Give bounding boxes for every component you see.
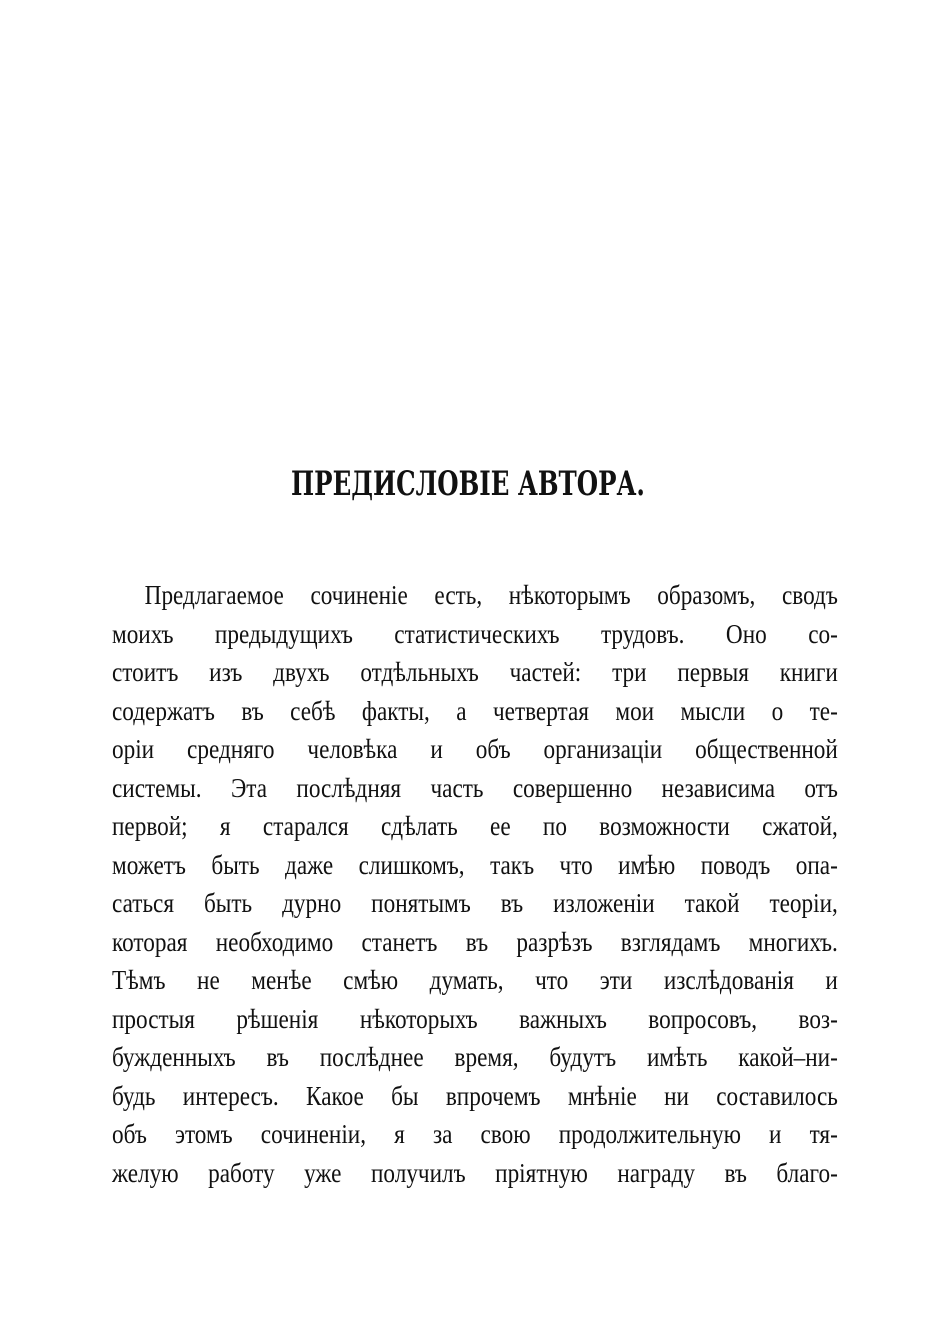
text-line: содержатъ въ себѣ факты, а четвертая мои мысли о те- bbox=[112, 695, 838, 726]
text-line: Тѣмъ не менѣе смѣю думать, что эти изслѣдованія и bbox=[112, 965, 838, 995]
text-line: будь интересъ. Какое бы впрочемъ мнѣніе ни составилось bbox=[112, 1080, 838, 1111]
text-line: саться быть дурно понятымъ въ изложеніи такой теоріи, bbox=[112, 888, 838, 918]
text-line: системы. Эта послѣдняя часть совершенно независима отъ bbox=[112, 772, 838, 803]
text-line: стоитъ изъ двухъ отдѣльныхъ частей: три первыя книги bbox=[112, 657, 838, 687]
text-line: объ этомъ сочиненіи, я за свою продолжительную и тя- bbox=[112, 1119, 838, 1149]
text-line: Предлагаемое сочиненіе есть, нѣкоторымъ образомъ, сводъ bbox=[144, 580, 838, 610]
text-line: простыя рѣшенія нѣкоторыхъ важныхъ вопросовъ, воз- bbox=[112, 1003, 838, 1034]
text-line: моихъ предыдущихъ статистическихъ трудовъ. Оно со- bbox=[112, 618, 838, 649]
text-line: первой; я старался сдѣлать ее по возможности сжатой, bbox=[112, 811, 838, 841]
text-line: бужденныхъ въ послѣднее время, будутъ имѣть какой–ни- bbox=[112, 1042, 838, 1072]
text-line: желую работу уже получилъ пріятную награду въ благо- bbox=[112, 1157, 838, 1188]
text-line: оріи средняго человѣка и объ организаціи общественной bbox=[112, 734, 838, 764]
text-line: которая необходимо станетъ въ разрѣзъ взглядамъ многихъ. bbox=[112, 926, 838, 957]
body-text bbox=[112, 576, 838, 1192]
page-title: ПРЕДИСЛОВІЕ АВТОРА. bbox=[291, 464, 645, 504]
text-line: можетъ быть даже слишкомъ, такъ что имѣю поводъ опа- bbox=[112, 849, 838, 880]
